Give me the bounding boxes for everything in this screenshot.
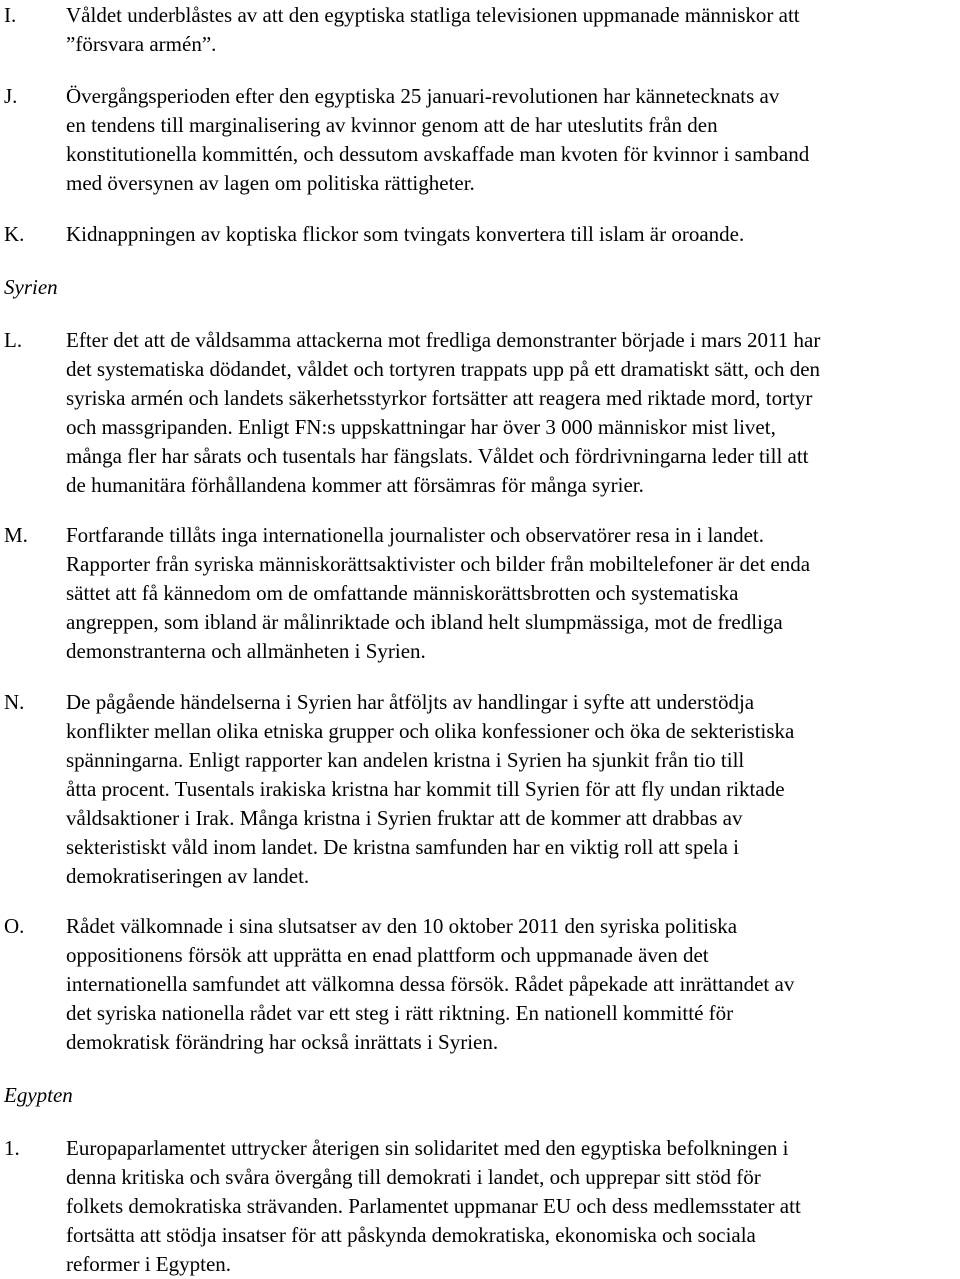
paragraph-label: M. xyxy=(4,523,28,547)
paragraph-o xyxy=(0,912,960,1057)
paragraph-n xyxy=(0,688,960,891)
paragraph-text: Europaparlamentet uttrycker återigen sin solidaritet med den egyptiska befolkningen i denna kritiska och svåra övergång till demokrati i landet, och upprepar sitt stöd för folkets demokratiska strävanden. Parlamentet uppmanar EU och dess medlemsstater att fortsätta att stödja insatser för att påskynda demokratiska, ekonomiska och sociala reformer i Egypten. xyxy=(66,1136,801,1276)
paragraph-label: J. xyxy=(4,84,18,108)
paragraph-1 xyxy=(0,1134,960,1279)
paragraph-l xyxy=(0,326,960,500)
paragraph-text: Våldet underblåstes av att den egyptiska statliga televisionen uppmanade människor att ”försvara armén”. xyxy=(66,3,800,56)
paragraph-label: O. xyxy=(4,914,25,938)
paragraph-text: Fortfarande tillåts inga internationella journalister och observatörer resa in i landet. Rapporter från syriska människorättsaktivister och bilder från mobiltelefoner är det enda sättet att få kännedom om de omfattande människorättsbrotten och systematiska angreppen, som ibland är målinriktade och ibland helt slumpmässiga, mot de fredliga demonstranterna och allmänheten i Syrien. xyxy=(66,523,811,663)
paragraph-label: 1. xyxy=(4,1136,20,1160)
section-heading-syrien: Syrien xyxy=(4,275,58,299)
paragraph-m xyxy=(0,521,960,666)
paragraph-text: Kidnappningen av koptiska flickor som tvingats konvertera till islam är oroande. xyxy=(66,222,745,246)
paragraph-text: De pågående händelserna i Syrien har åtföljts av handlingar i syfte att understödja konflikter mellan olika etniska grupper och olika konfessioner och öka de sekteristiska spänningarna. Enligt rapporter kan andelen kristna i Syrien ha sjunkit från tio till åtta procent. Tusentals irakiska kristna har kommit till Syrien för att fly undan riktade våldsaktioner i Irak. Många kristna i Syrien fruktar att de kommer att drabbas av sekteristiskt våld inom landet. De kristna samfunden har en viktig roll att spela i demokratiseringen av landet. xyxy=(66,690,795,888)
paragraph-label: N. xyxy=(4,690,25,714)
paragraph-k xyxy=(0,220,960,249)
paragraph-text: Efter det att de våldsamma attackerna mot fredliga demonstranter började i mars 2011 har det systematiska dödandet, våldet och tortyren trappats upp på ett dramatiskt sätt, och den syriska armén och landets säkerhetsstyrkor fortsätter att reagera med riktade mord, tortyr och massgripanden. Enligt FN:s uppskattningar har över 3 000 människor mist livet, många fler har sårats och tusentals har fängslats. Våldet och fördrivningarna leder till att de humanitära förhållandena kommer att försämras för många syrier. xyxy=(66,328,821,497)
paragraph-label: L. xyxy=(4,328,23,352)
paragraph-label: K. xyxy=(4,222,25,246)
paragraph-text: Övergångsperioden efter den egyptiska 25 januari-revolutionen har kännetecknats av en tendens till marginalisering av kvinnor genom att de har uteslutits från den konstitutionella kommittén, och dessutom avskaffade man kvoten för kvinnor i samband med översynen av lagen om politiska rättigheter. xyxy=(66,84,810,195)
section-heading-egypten: Egypten xyxy=(4,1083,73,1107)
paragraph-label: I. xyxy=(4,3,17,27)
paragraph-j xyxy=(0,82,960,198)
paragraph-i xyxy=(0,1,960,59)
paragraph-text: Rådet välkomnade i sina slutsatser av den 10 oktober 2011 den syriska politiska oppositionens försök att upprätta en enad plattform och uppmanade även det internationella samfundet att välkomna dessa försök. Rådet påpekade att inrättandet av det syriska nationella rådet var ett steg i rätt riktning. En nationell kommitté för demokratisk förändring har också inrättats i Syrien. xyxy=(66,914,795,1054)
